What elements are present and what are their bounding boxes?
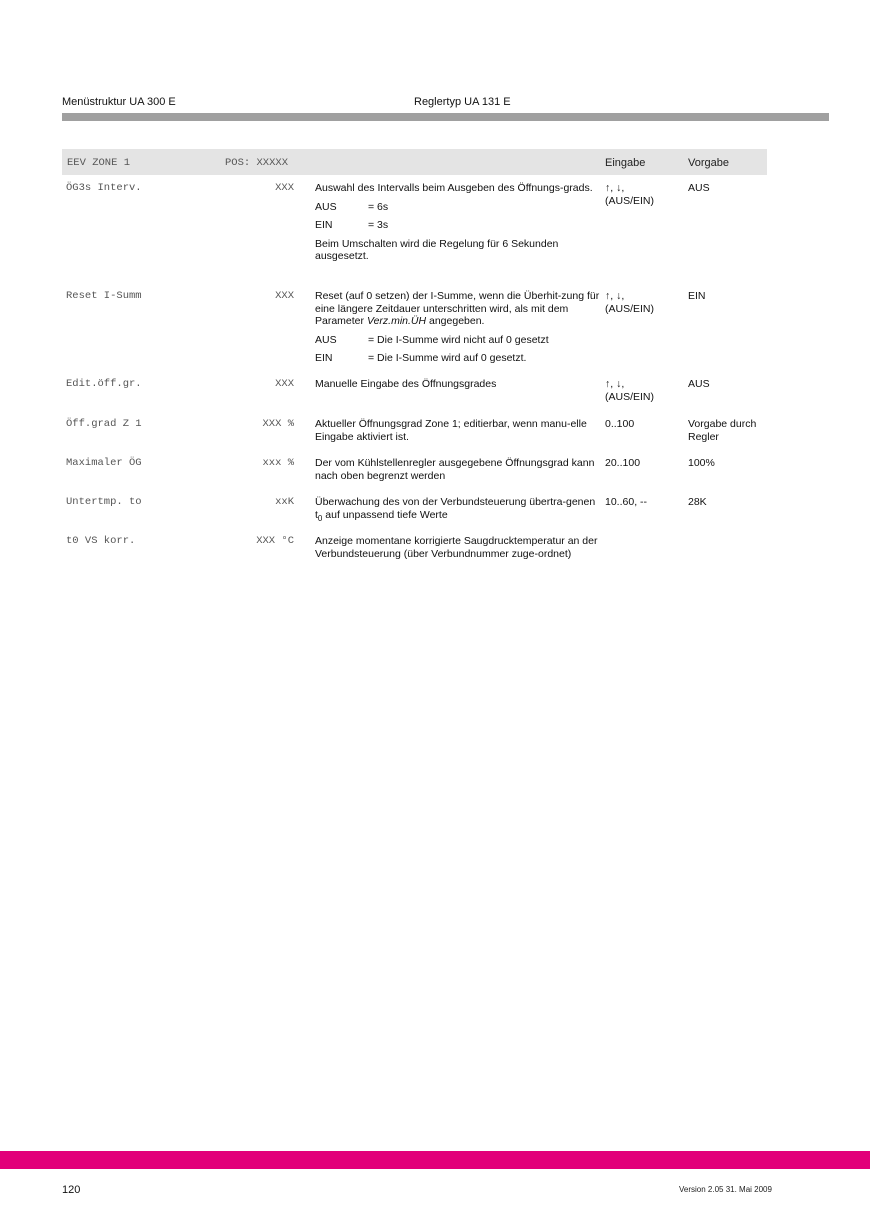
header-left-title: Menüstruktur UA 300 E [62,96,176,108]
parameter-name: Öff.grad Z 1 [66,418,142,430]
parameter-name: Edit.öff.gr. [66,378,142,390]
parameter-description: Der vom Kühlstellenregler ausgegebene Öffnungsgrad kann nach oben begrenzt werden [315,457,595,482]
parameter-name: Maximaler ÖG [66,457,142,469]
definition-line: AUS = 6s [315,200,389,213]
eingabe-cell: 20..100 [605,457,641,469]
parameter-description: Anzeige momentane korrigierte Saugdrucktemperatur an der Verbundsteuerung (über Verbundnummer zuge-ordnet) [315,535,598,560]
header-divider-bar [62,113,829,121]
parameter-value: xxK [275,496,294,508]
parameter-description: Auswahl des Intervalls beim Ausgeben des Öffnungs-grads. AUS = 6s EIN = 3s Beim Umschalten wird die Regelung für 6 Sekunden ausgesetzt. [315,182,600,263]
parameter-value: XXX °C [256,535,294,547]
parameter-value: XXX % [262,418,294,430]
parameter-name: Untertmp. to [66,496,142,508]
definition-line: EIN = Die I-Summe wird auf 0 gesetzt. [315,352,527,364]
header-vorgabe: Vorgabe [688,157,729,169]
parameter-description: Manuelle Eingabe des Öffnungsgrades [315,378,497,390]
table-header [62,149,767,175]
page-number: 120 [62,1184,81,1196]
footer-accent-bar [0,1151,870,1169]
parameter-reference: Verz.min.ÜH [366,315,427,327]
definition-line: AUS = Die I-Summe wird nicht auf 0 gesetzt [315,333,549,346]
header-center-title: Reglertyp UA 131 E [414,96,511,108]
header-position-code: POS: XXXXX [225,157,289,169]
up-down-arrows-icon: ↑, ↓, [605,290,625,302]
header-eingabe: Eingabe [605,157,646,169]
vorgabe-cell: 100% [688,457,715,469]
parameter-value: XXX [275,378,294,390]
vorgabe-cell: 28K [688,496,707,508]
parameter-description: Reset (auf 0 setzen) der I-Summe, wenn die Überhit-zung für eine längere Zeitdauer unterschritten wird, als mit dem Parameter Verz.min.ÜH angegeben. AUS = Die I-Summe wird nicht auf 0 gesetzt EIN = Die I-Summe wird auf 0 gesetzt. [315,290,600,364]
eingabe-cell: ↑, ↓, (AUS/EIN) [605,290,683,315]
version-date: Version 2.05 31. Mai 2009 [679,1185,772,1194]
up-down-arrows-icon: ↑, ↓, [605,378,625,390]
parameter-name: t0 VS korr. [66,535,136,547]
parameter-value: xxx % [262,457,294,469]
eingabe-cell: 10..60, -- [605,496,648,508]
up-down-arrows-icon: ↑, ↓, [605,182,625,194]
eingabe-cell: 0..100 [605,418,635,430]
header-menu-code: EEV ZONE 1 [67,157,131,169]
eingabe-cell: ↑, ↓, (AUS/EIN) [605,182,683,207]
parameter-name: ÖG3s Interv. [66,182,142,194]
vorgabe-cell: EIN [688,290,706,302]
parameter-value: XXX [275,182,294,194]
parameter-description: Überwachung des von der Verbundsteuerung übertra-genen $t_0$ auf unpassend tiefe Werte [315,496,596,523]
eingabe-cell: ↑, ↓, (AUS/EIN) [605,378,683,403]
parameter-value: XXX [275,290,294,302]
parameter-name: Reset I-Summ [66,290,142,302]
definition-line: EIN = 3s [315,219,389,231]
vorgabe-cell: Vorgabe durch Regler [688,418,757,443]
description-note: Beim Umschalten wird die Regelung für 6 Sekunden ausgesetzt. [315,237,559,262]
parameter-description: Aktueller Öffnungsgrad Zone 1; editierbar, wenn manu-elle Eingabe aktiviert ist. [315,418,587,443]
vorgabe-cell: AUS [688,182,710,194]
vorgabe-cell: AUS [688,378,710,390]
